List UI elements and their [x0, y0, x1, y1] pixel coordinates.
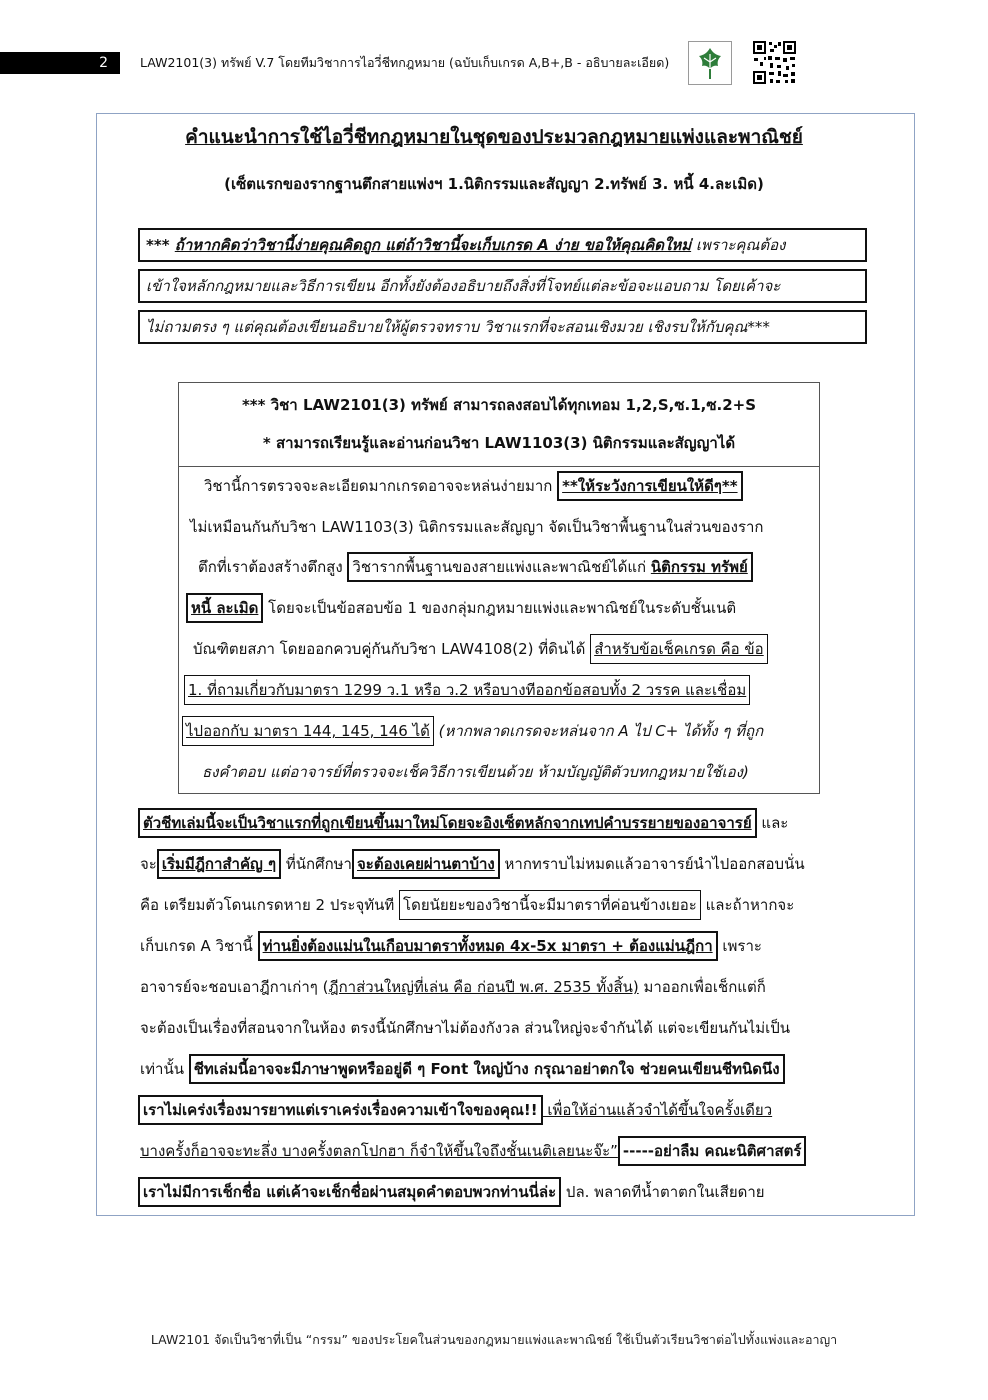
body-line-6: จะต้องเป็นเรื่องที่สอนจากในห้อง ตรงนี้นักศึกษาไม่ต้องกังวล ส่วนใหญ่จะจำกันได้ แต่จะเขียนกันไม่เป็น — [140, 1019, 791, 1037]
info-line-2: ไม่เหมือนกันกับวิชา LAW1103(3) นิติกรรมและสัญญา จัดเป็นวิชาพื้นฐานในส่วนของราก — [190, 518, 764, 536]
info-highlight: 1. ที่ถามเกี่ยวกับมาตรา 1299 ว.1 หรือ ว.2 หรือบางทีออกข้อสอบทั้ง 2 วรรค และเชื่อม — [184, 675, 750, 705]
body-text: เก็บเกรด A วิชานี้ — [140, 937, 258, 955]
body-line-8 — [138, 1095, 772, 1125]
body-highlight: เริ่มมีฎีกาสำคัญ ๆ — [157, 849, 281, 879]
body-underline: บางครั้งก็อาจจะทะลึ่ง บางครั้งตลกโปกฮา ก็จำให้ขึ้นใจถึงชั้นเนติเลยนะจ๊ะ” — [140, 1142, 618, 1160]
body-line-9 — [140, 1136, 806, 1166]
info-highlight: **ให้ระวังการเขียนให้ดีๆ** — [557, 471, 742, 501]
body-highlight: -----อย่าลืม คณะนิติศาสตร์ — [618, 1136, 807, 1166]
body-text: และถ้าหากจะ — [700, 896, 795, 914]
info-line-7 — [182, 716, 763, 746]
body-text: คือ เตรียมตัวโดนเกรดหาย 2 ประจุทันที — [140, 896, 400, 914]
body-text: อาจารย์จะชอบเอาฎีกาเก่าๆ ( — [140, 978, 329, 996]
course-info-header — [179, 383, 819, 467]
body-highlight: ชีทเล่มนี้อาจจะมีภาษาพูดหรืออยู่ดี ๆ Font ใหญ่บ้าง กรุณาอย่าตกใจ ช่วยคนเขียนชีทนิดนึง — [189, 1054, 785, 1084]
info-text: บัณฑิตยสภา โดยออกควบคู่กันกับวิชา LAW4108(2) ที่ดินได้ — [193, 640, 591, 658]
body-text: จะ — [140, 855, 157, 873]
body-text: ปล. พลาดทีน้ำตาตกในเสียดาย — [561, 1183, 765, 1201]
warning-line-3: ไม่ถามตรง ๆ แต่คุณต้องเขียนอธิบายให้ผู้ตรวจทราบ วิชาแรกที่จะสอนเชิงมวย เชิงรบให้กับคุณ*** — [138, 310, 867, 344]
body-underline: เพื่อให้อ่านแล้วจำได้ขึ้นใจครั้งเดียว — [542, 1101, 773, 1119]
info-line-6 — [184, 675, 750, 705]
info-line-1 — [204, 471, 743, 501]
info-text: โดยจะเป็นข้อสอบข้อ 1 ของกลุ่มกฎหมายแพ่งและพาณิชย์ในระดับชั้นเนติ — [263, 599, 737, 617]
info-highlight: ไปออกกับ มาตรา 144, 145, 146 ได้ — [182, 716, 434, 746]
body-highlight: เราไม่มีการเช็กชื่อ แต่เค้าจะเช็กชื่อผ่านสมุดคำตอบพวกท่านนี่ล่ะ — [138, 1177, 561, 1207]
ivy-leaf-logo-icon — [688, 41, 732, 85]
qr-code-icon — [752, 40, 797, 85]
body-line-4 — [140, 931, 762, 961]
body-text: หากทราบไม่หมดแล้วอาจารย์นำไปออกสอบนั่น — [499, 855, 805, 873]
course-info-prereq: * สามารถเรียนรู้และอ่านก่อนวิชา LAW1103(3) นิติกรรมและสัญญาได้ — [262, 434, 736, 452]
info-emphasis: นิติกรรม ทรัพย์ — [650, 558, 748, 576]
header-title: LAW2101(3) ทรัพย์ V.7 โดยทีมวิชาการไอวี่ชีทกฎหมาย (ฉบับเก็บเกรด A,B+,B - อธิบายละเอียด) — [140, 55, 670, 70]
warning-line-1 — [138, 228, 867, 262]
body-text: ที่นักศึกษา — [281, 855, 352, 873]
body-line-7 — [140, 1054, 785, 1084]
info-line-8: ธงคำตอบ แต่อาจารย์ที่ตรวจจะเช็ควิธีการเขียนด้วย ห้ามบัญญัติตัวบทกฎหมายใช้เอง) — [202, 763, 749, 781]
info-text: วิชารากพื้นฐานของสายแพ่งและพาณิชย์ได้แก่ — [352, 558, 651, 576]
page-footer: LAW2101 จัดเป็นวิชาที่เป็น “กรรม” ของประโยคในส่วนของกฎหมายแพ่งและพาณิชย์ ใช้เป็นตัวเรียนวิชาต่อไปทั้งแพ่งและอาญา — [150, 1332, 838, 1347]
body-text: เท่านั้น — [140, 1060, 189, 1078]
info-line-5 — [193, 634, 768, 664]
body-line-5 — [140, 972, 766, 1002]
warning-stars: *** — [146, 236, 175, 254]
body-highlight: จะต้องเคยผ่านตาบ้าง — [352, 849, 500, 879]
info-highlight: หนี้ ละเมิด — [186, 593, 263, 623]
body-line-3 — [140, 890, 794, 920]
warning-line-2: เข้าใจหลักกฎหมายและวิธีการเขียน อีกทั้งยังต้องอธิบายถึงสิ่งที่โจทย์แต่ละข้อจะแอบถาม โดยเค้าจะ — [138, 269, 867, 303]
info-line-3 — [198, 552, 753, 582]
body-highlight: เราไม่เคร่งเรื่องมารยาทแต่เราเคร่งเรื่องความเข้าใจของคุณ!! — [138, 1095, 543, 1125]
body-text: มาออกเพื่อเช็กแต่ก็ — [638, 978, 766, 996]
body-underline: ฎีกาส่วนใหญ่ที่เล่น คือ ก่อนปี พ.ศ. 2535 ทั้งสิ้น) — [328, 978, 639, 996]
body-text: เพราะ — [717, 937, 762, 955]
body-highlight: ท่านยิ่งต้องแม่นในเกือบมาตราทั้งหมด 4x-5x มาตรา + ต้องแม่นฎีกา — [258, 931, 718, 961]
page-number: 2 — [0, 52, 120, 74]
body-highlight: โดยนัยยะของวิชานี้จะมีมาตราที่ค่อนข้างเยอะ — [399, 890, 701, 920]
info-highlight: สำหรับข้อเช็คเกรด คือ ข้อ — [590, 634, 768, 664]
course-info-exam-term: *** วิชา LAW2101(3) ทรัพย์ สามารถลงสอบได้ทุกเทอม 1,2,S,ซ.1,ซ.2+S — [241, 396, 757, 414]
body-line-2 — [140, 849, 805, 879]
page-subtitle: (เซ็ตแรกของรากฐานตึกสายแพ่งฯ 1.นิติกรรมและสัญญา 2.ทรัพย์ 3. หนี้ 4.ละเมิด) — [224, 175, 764, 193]
body-line-1 — [138, 808, 788, 838]
page-title: คำแนะนำการใช้ไอวี่ชีทกฎหมายในชุดของประมวลกฎหมายแพ่งและพาณิชย์ — [185, 126, 803, 148]
info-line-4 — [186, 593, 736, 623]
warning-tail: เพราะคุณต้อง — [691, 236, 786, 254]
info-highlight — [347, 552, 752, 582]
body-highlight: ตัวชีทเล่มนี้จะเป็นวิชาแรกที่ถูกเขียนขึ้นมาใหม่โดยจะอิงเซ็ตหลักจากเทปคำบรรยายของอาจารย์ — [138, 808, 757, 838]
info-text: ตึกที่เราต้องสร้างตึกสูง — [198, 558, 348, 576]
body-line-10 — [138, 1177, 765, 1207]
warning-emphasis: ถ้าหากคิดว่าวิชานี้ง่ายคุณคิดถูก แต่ถ้าวิชานี้จะเก็บเกรด A ง่าย ขอให้คุณคิดใหม่ — [174, 236, 692, 254]
info-text: วิชานี้การตรวจจะละเอียดมากเกรดอาจจะหล่นง่ายมาก — [204, 477, 558, 495]
info-note: (หากพลาดเกรดจะหล่นจาก A ไป C+ ได้ทั้ง ๆ ที่ถูก — [433, 722, 764, 740]
body-text: และ — [756, 814, 789, 832]
